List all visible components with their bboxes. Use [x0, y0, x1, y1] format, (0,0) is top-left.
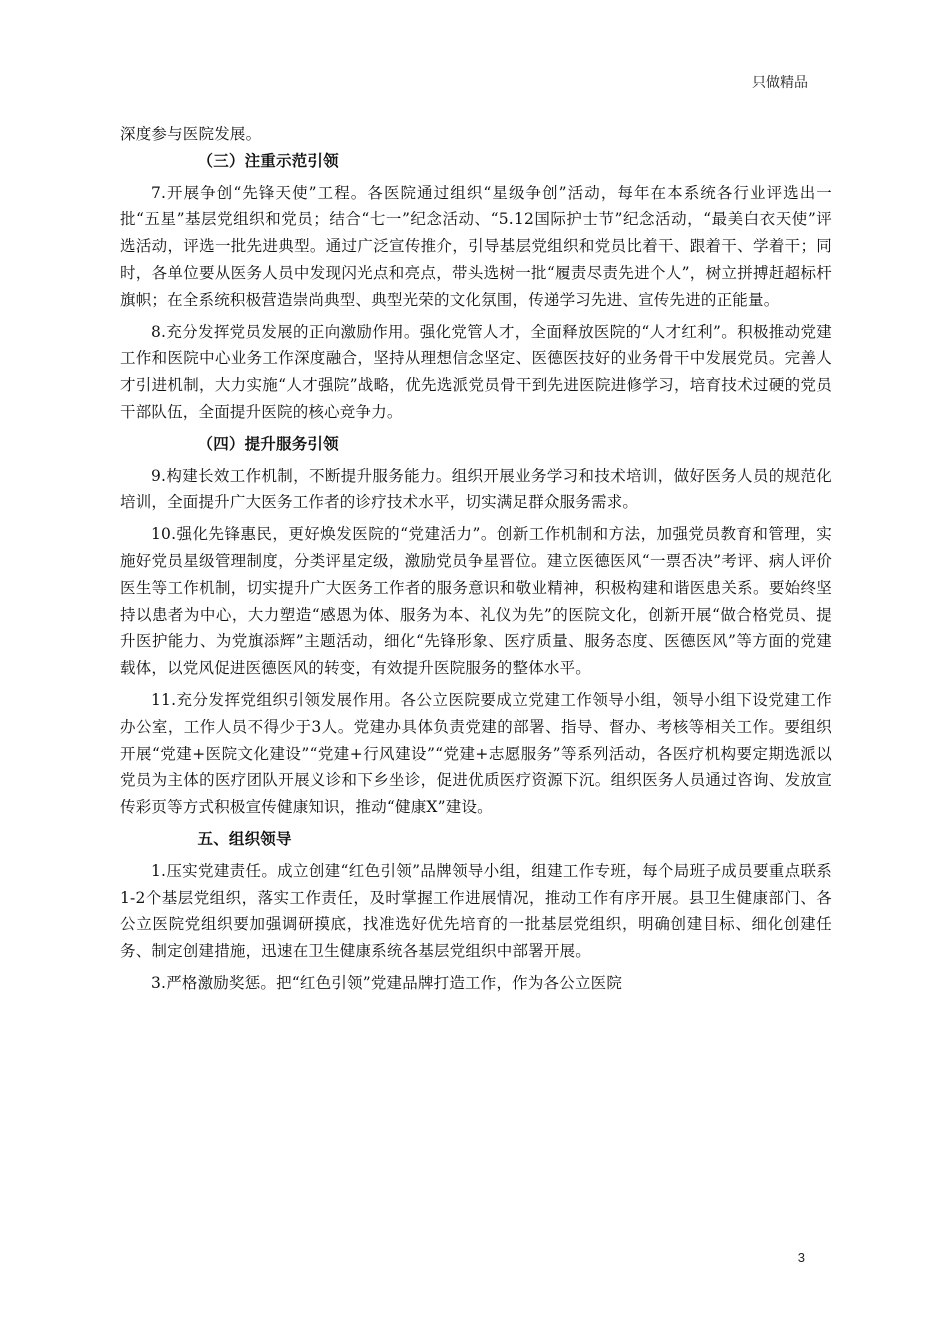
- paragraph-org-3: 3.严格激励奖惩。把“红色引领”党建品牌打造工作，作为各公立医院: [151, 973, 623, 992]
- section-heading-organization: 五、组织领导: [197, 829, 292, 848]
- continuation-paragraph: 深度参与医院发展。: [120, 125, 262, 143]
- section-heading-3: （三）注重示范引领: [197, 151, 339, 170]
- paragraph-item-9: 9.构建长效工作机制，不断提升服务能力。组织开展业务学习和技术培训，做好医务人员的规范化培训，全面提升广大医务工作者的诊疗技术水平，切实满足群众服务需求。: [120, 466, 832, 512]
- page-number: 3: [797, 1250, 805, 1265]
- paragraph-item-7: 7.开展争创“先锋天使”工程。各医院通过组织“星级争创”活动，每年在本系统各行业评选出一批“五星”基层党组织和党员；结合“七一”纪念活动、“5.12国际护士节”纪念活动，“最美白衣天使”评选活动，评选一批先进典型。通过广泛宣传推介，引导基层党组织和党员比着干、跟着干、学着干；同时，各单位要从医务人员中发现闪光点和亮点，带头选树一批“履责尽责先进个人”，树立拼搏赶超标杆旗帜；在全系统积极营造崇尚典型、典型光荣的文化氛围，传递学习先进、宣传先进的正能量。: [120, 183, 832, 309]
- header-mark: 只做精品: [752, 75, 808, 91]
- section-heading-4: （四）提升服务引领: [197, 434, 339, 453]
- paragraph-org-1: 1.压实党建责任。成立创建“红色引领”品牌领导小组，组建工作专班，每个局班子成员要重点联系1-2个基层党组织，落实工作责任，及时掌握工作进展情况，推动工作有序开展。县卫生健康部门、各公立医院党组织要加强调研摸底，找准选好优先培育的一批基层党组织，明确创建目标、细化创建任务、制定创建措施，迅速在卫生健康系统各基层党组织中部署开展。: [120, 861, 832, 961]
- paragraph-item-11: 11.充分发挥党组织引领发展作用。各公立医院要成立党建工作领导小组，领导小组下设党建工作办公室，工作人员不得少于3人。党建办具体负责党建的部署、指导、督办、考核等相关工作。要组织开展“党建+医院文化建设”“党建+行风建设”“党建+志愿服务”等系列活动，各医疗机构要定期选派以党员为主体的医疗团队开展义诊和下乡坐诊，促进优质医疗资源下沉。组织医务人员通过咨询、发放宣传彩页等方式积极宣传健康知识，推动“健康X”建设。: [120, 690, 832, 817]
- paragraph-item-8: 8.充分发挥党员发展的正向激励作用。强化党管人才，全面释放医院的“人才红利”。积极推动党建工作和医院中心业务工作深度融合，坚持从理想信念坚定、医德医技好的业务骨干中发展党员。完善人才引进机制，大力实施“人才强院”战略，优先选派党员骨干到先进医院进修学习，培育技术过硬的党员干部队伍，全面提升医院的核心竞争力。: [120, 322, 832, 421]
- paragraph-item-10: 10.强化先锋惠民，更好焕发医院的“党建活力”。创新工作机制和方法，加强党员教育和管理，实施好党员星级管理制度，分类评星定级，激励党员争星晋位。建立医德医风“一票否决”考评、病人评价医生等工作机制，切实提升广大医务工作者的服务意识和敬业精神，积极构建和谐医患关系。要始终坚持以患者为中心，大力塑造“感恩为体、服务为本、礼仪为先”的医院文化，创新开展“做合格党员、提升医护能力、为党旗添辉”主题活动，细化“先锋形象、医疗质量、服务态度、医德医风”等方面的党建载体，以党风促进医德医风的转变，有效提升医院服务的整体水平。: [120, 525, 832, 678]
- document-body: [120, 121, 832, 997]
